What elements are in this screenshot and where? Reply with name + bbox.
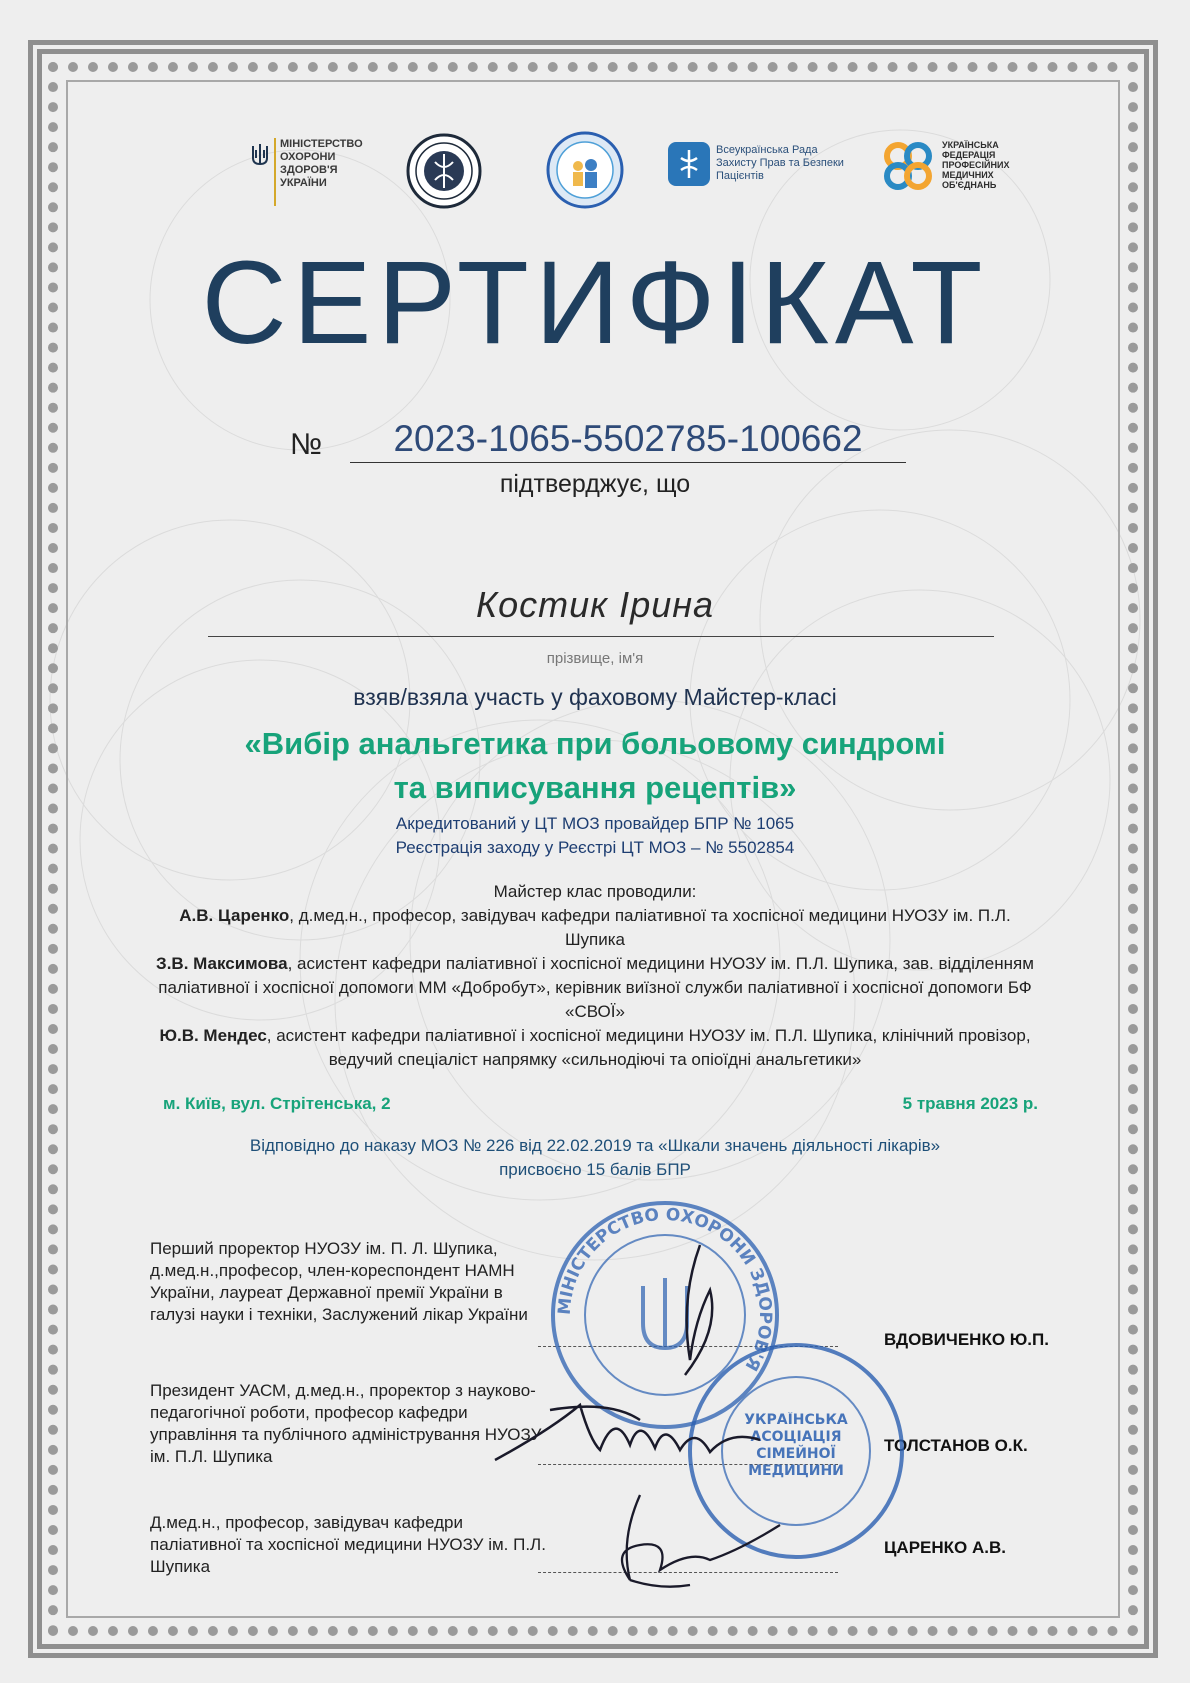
- trident-icon: [250, 142, 270, 168]
- event-date: 5 травня 2023 р.: [902, 1094, 1038, 1113]
- moz-logo-text: МІНІСТЕРСТВО ОХОРОНИ ЗДОРОВ'Я УКРАЇНИ: [280, 138, 363, 189]
- name-underline: [208, 636, 994, 637]
- signature-2: [490, 1390, 770, 1470]
- lecturers-heading: Майстер клас проводили:: [493, 882, 697, 901]
- lecturer-2: [150, 952, 1040, 1024]
- name-caption: прізвище, ім'я: [546, 650, 644, 667]
- ministry-stamp-text: МІНІСТЕРСТВО ОХОРОНИ ЗДОРОВ'Я: [554, 1204, 776, 1375]
- lecturer-3: [150, 1024, 1040, 1072]
- lecturer-1: [150, 904, 1040, 952]
- association-stamp-text: УКРАЇНСЬКА АСОЦІАЦІЯ СІМЕЙНОЇ МЕДИЦИНИ: [744, 1412, 848, 1479]
- signature-1: [640, 1240, 730, 1380]
- course-title: [0, 722, 1190, 810]
- university-emblem: [405, 132, 483, 215]
- lecturer-2-title: , асистент кафедри паліативної і хоспісної медицини НУОЗУ ім. П.Л. Шупика, зав. відділенням паліативної і хоспісної допомоги ММ «Добробут», керівник виїзної служби паліативної і хоспісної допомоги БФ «СВОЇ»: [158, 954, 1034, 1021]
- order-note: [0, 1134, 1190, 1182]
- lecturer-3-title: , асистент кафедри паліативної і хоспісної медицини НУОЗУ ім. П.Л. Шупика, клінічний провізор, ведучий спеціаліст напрямку «сильнодіючі та опіоїдні анальгетики»: [266, 1026, 1031, 1069]
- confirms-text: підтверджує, що: [499, 470, 691, 498]
- signatory-2-title: Президент УАСМ, д.мед.н., проректор з науково-педагогічної роботи, професор кафедри управління та публічного адміністрування НУОЗУ ім. П.Л. Шупика: [150, 1381, 542, 1466]
- order-line1: Відповідно до наказу МОЗ № 226 від 22.02.2019 та «Шкали значень діяльності лікарів»: [249, 1136, 941, 1155]
- certificate-number-row: [290, 418, 930, 468]
- event-place: м. Київ, вул. Стрітенська, 2: [163, 1094, 391, 1113]
- lecturer-2-name: З.В. Максимова: [156, 954, 288, 973]
- family-medicine-emblem: [545, 130, 625, 215]
- participation-text: взяв/взяла участь у фаховому Майстер-класі: [353, 684, 837, 710]
- lecturer-3-name: Ю.В. Мендес: [159, 1026, 267, 1045]
- recipient-name: Костик Ірина: [475, 584, 715, 625]
- signature-3: [600, 1490, 800, 1600]
- lecturers-block: [150, 880, 1040, 1072]
- patients-council-text: Всеукраїнська Рада Захисту Прав та Безпеки Пацієнтів: [716, 144, 844, 182]
- certificate-title: СЕРТИФІКАТ: [201, 237, 989, 369]
- accreditation-line2: Реєстрація заходу у Реєстрі ЦТ МОЗ – № 5502854: [395, 838, 795, 857]
- signatory-3-title: Д.мед.н., професор, завідувач кафедри паліативної та хоспісної медицини НУОЗУ ім. П.Л. Шупика: [150, 1513, 546, 1576]
- lecturer-1-name: А.В. Царенко: [179, 906, 290, 925]
- lecturer-1-title: , д.мед.н., професор, завідувач кафедри паліативної та хоспісної медицини НУОЗУ ім. П.Л. Шупика: [289, 906, 1011, 949]
- signatory-3-name: ЦАРЕНКО А.В.: [884, 1538, 1006, 1557]
- number-sign: №: [290, 428, 323, 461]
- signatory-2-name: ТОЛСТАНОВ О.К.: [884, 1436, 1028, 1455]
- signatory-1-title: Перший проректор НУОЗУ ім. П. Л. Шупика, д.мед.н.,професор, член-кореспондент НАМН України, лауреат Державної премії України в галузі науки і техніки, Заслужений лікар України: [150, 1239, 528, 1324]
- accreditation-line1: Акредитований у ЦТ МОЗ провайдер БПР № 1065: [395, 814, 795, 833]
- course-title-line2: та виписування рецептів»: [393, 770, 797, 805]
- federation-text: УКРАЇНСЬКА ФЕДЕРАЦІЯ ПРОФЕСІЙНИХ МЕДИЧНИХ ОБ'ЄДНАНЬ: [942, 140, 1010, 190]
- signatory-1-name: ВДОВИЧЕНКО Ю.П.: [884, 1330, 1049, 1349]
- logos-row: [240, 130, 1020, 210]
- certificate-number: 2023-1065-5502785-100662: [350, 418, 906, 463]
- order-line2: присвоєно 15 балів БПР: [499, 1160, 691, 1179]
- accreditation: [0, 812, 1190, 860]
- course-title-line1: «Вибір анальгетика при больовому синдромі: [244, 726, 946, 761]
